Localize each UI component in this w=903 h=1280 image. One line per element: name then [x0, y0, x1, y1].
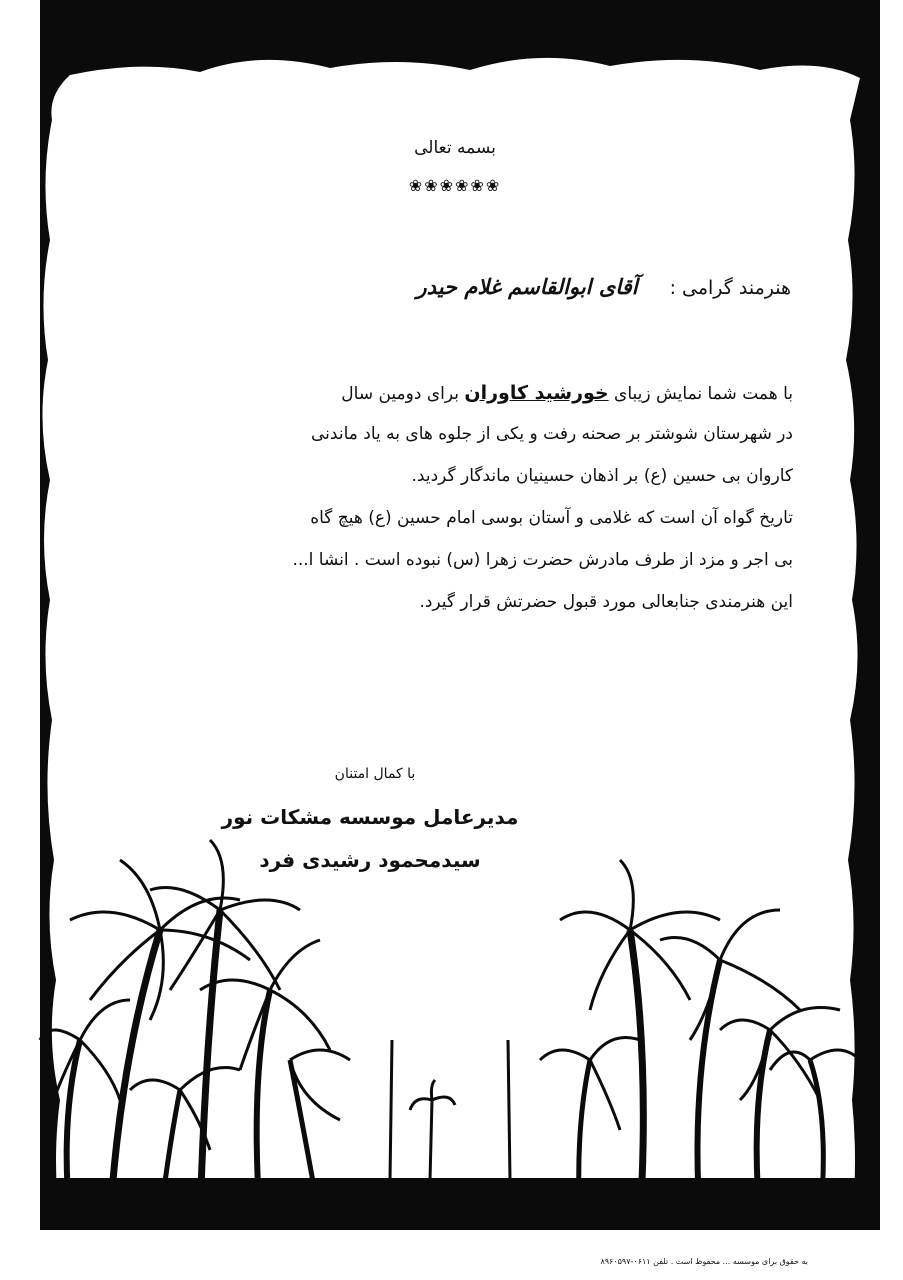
body-line-4: تاریخ گواه آن است که غلامی و آستان بوسی امام حسین (ع) هیچ گاه — [310, 508, 793, 528]
closing-phrase: با کمال امتنان — [334, 766, 416, 782]
header-blessing: بسمه تعالی — [414, 138, 496, 158]
body-line-5: بی اجر و مزد از طرف مادرش حضرت زهرا (س) نبوده است . انشا ا... — [292, 550, 793, 570]
salutation — [417, 275, 791, 299]
palm-silhouettes — [40, 840, 880, 1224]
signer-name: سیدمحمود رشیدی فرد — [259, 848, 481, 872]
signer-title: مدیرعامل موسسه مشکات نور — [221, 805, 519, 829]
body-line-2: در شهرستان شوشتر بر صحنه رفت و یکی از جلوه های به یاد ماندنی — [311, 424, 793, 444]
play-title: خورشید کاوران — [464, 382, 609, 404]
body-line-1 — [341, 382, 793, 404]
body-line-1-after: برای دومین سال — [341, 384, 459, 404]
flower-ornament-icon: ❀❀❀❀❀❀ — [408, 176, 502, 195]
body-line-3: کاروان بی حسین (ع) بر اذهان حسینیان ماندگار گردید. — [411, 466, 793, 486]
body-line-6: این هنرمندی جنابعالی مورد قبول حضرتش قرار گیرد. — [419, 592, 793, 612]
body-line-1-before: با همت شما نمایش زیبای — [614, 384, 793, 404]
recipient-name: آقای ابوالقاسم غلام حیدر — [416, 275, 638, 299]
salutation-prefix: هنرمند گرامی : — [669, 277, 791, 299]
footer-note: به حقوق برای موسسه ... محفوظ است . تلفن ۰۶۱۱-۸۹۶۰۵۹۷ — [600, 1257, 808, 1266]
